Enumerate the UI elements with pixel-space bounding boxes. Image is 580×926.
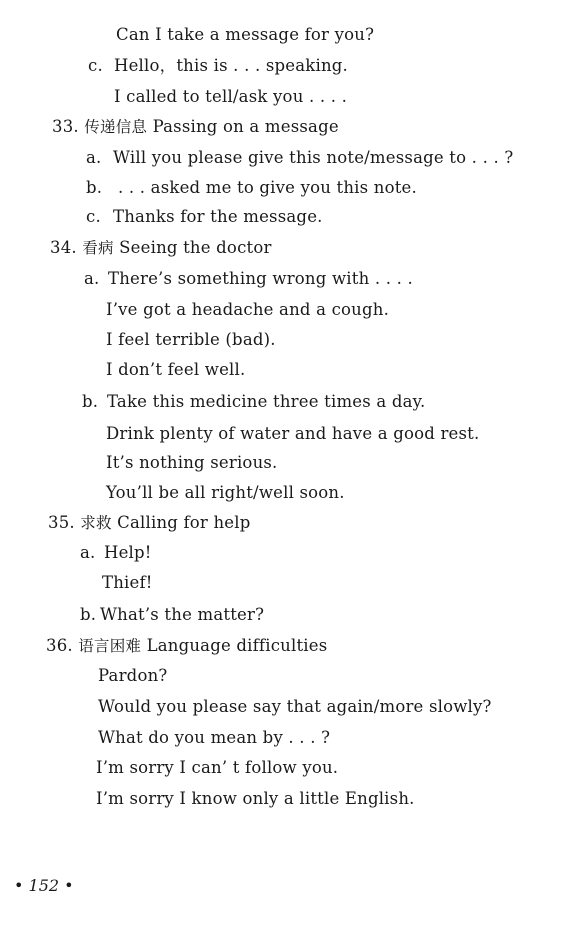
text-line: It’s nothing serious. xyxy=(106,453,278,472)
item-marker: c. xyxy=(88,56,103,75)
section-heading-35 xyxy=(48,513,251,533)
text-line: Can I take a message for you? xyxy=(116,25,375,44)
list-item-b xyxy=(80,605,264,625)
item-text: Thanks for the message. xyxy=(113,207,323,226)
item-text: What’s the matter? xyxy=(100,605,265,624)
text-line: You’ll be all right/well soon. xyxy=(106,483,345,502)
text-line: I’m sorry I know only a little English. xyxy=(96,789,415,808)
list-item-c xyxy=(88,56,348,76)
text-line: I don’t feel well. xyxy=(106,360,246,379)
item-marker: b. xyxy=(86,178,103,197)
text-line: Thief! xyxy=(102,573,153,592)
section-title-en: Language difficulties xyxy=(146,636,328,655)
list-item-c xyxy=(86,207,323,227)
list-item-b xyxy=(86,178,417,198)
item-text: Will you please give this note/message to . . . ? xyxy=(113,148,514,167)
text-line: Would you please say that again/more slowly? xyxy=(98,697,492,716)
section-title-cn: 传递信息 xyxy=(84,118,148,136)
text-line: I feel terrible (bad). xyxy=(106,330,276,349)
text-line: Pardon? xyxy=(98,666,168,685)
text-line: Drink plenty of water and have a good rest. xyxy=(106,424,480,443)
item-marker: a. xyxy=(84,269,100,288)
section-title-cn: 看病 xyxy=(82,239,114,257)
section-title-en: Passing on a message xyxy=(152,117,339,136)
section-number: 34. xyxy=(50,238,77,257)
section-number: 35. xyxy=(48,513,75,532)
section-heading-34 xyxy=(50,238,272,258)
item-text: Help! xyxy=(104,543,152,562)
section-heading-33 xyxy=(52,117,339,137)
item-text: Take this medicine three times a day. xyxy=(107,392,426,411)
item-marker: b. xyxy=(82,392,99,411)
item-text: . . . asked me to give you this note. xyxy=(118,178,417,197)
list-item-a xyxy=(84,269,413,289)
list-item-b xyxy=(82,392,425,412)
section-heading-36 xyxy=(46,636,327,656)
item-text: Hello，this is . . . speaking. xyxy=(114,56,348,75)
section-number: 33. xyxy=(52,117,79,136)
text-line: I’ve got a headache and a cough. xyxy=(106,300,390,319)
item-text: There’s something wrong with . . . . xyxy=(108,269,413,288)
text-line: I called to tell/ask you . . . . xyxy=(114,87,348,106)
page-number: • 152 • xyxy=(14,876,74,895)
section-number: 36. xyxy=(46,636,73,655)
item-marker: a. xyxy=(80,543,96,562)
section-title-en: Calling for help xyxy=(117,513,251,532)
text-line: I’m sorry I can’ t follow you. xyxy=(96,758,339,777)
list-item-a xyxy=(86,148,513,168)
list-item-a xyxy=(80,543,152,563)
section-title-en: Seeing the doctor xyxy=(119,238,272,257)
item-marker: c. xyxy=(86,207,101,226)
section-title-cn: 语言困难 xyxy=(78,637,142,655)
section-title-cn: 求救 xyxy=(80,514,112,532)
item-marker: a. xyxy=(86,148,102,167)
text-line: What do you mean by . . . ? xyxy=(98,728,331,747)
item-marker: b. xyxy=(80,605,97,624)
